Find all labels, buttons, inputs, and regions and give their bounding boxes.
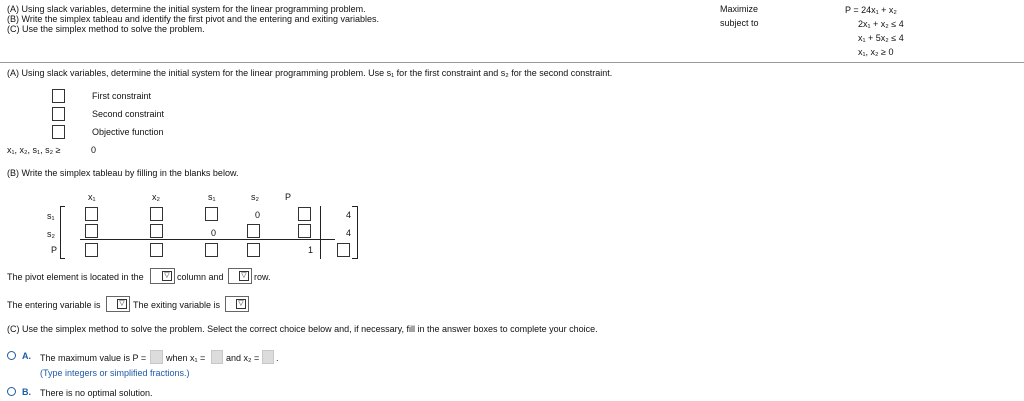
col-header-x1: x₁ [88, 192, 96, 202]
second-constraint-input[interactable] [52, 107, 65, 121]
x2-value-input[interactable] [262, 350, 274, 364]
option-a-text-1: The maximum value is P = [40, 353, 147, 363]
exiting-variable-text: The exiting variable is [133, 300, 221, 310]
constraint-nonneg: x₁, x₂ ≥ 0 [858, 47, 894, 57]
tableau-left-bracket [60, 206, 61, 259]
option-a-hint: (Type integers or simplified fractions.) [40, 368, 190, 378]
tableau-objective-separator [80, 239, 335, 240]
max-value-input[interactable] [150, 350, 163, 364]
instruction-c: (C) Use the simplex method to solve the problem. [7, 24, 205, 34]
tableau-r1-x1-input[interactable] [85, 207, 98, 221]
chevron-down-icon: ▽ [162, 271, 172, 281]
tableau-r2-rhs-value: 4 [346, 228, 352, 238]
tableau-r3-s2-input[interactable] [247, 243, 260, 257]
tableau-r1-rhs-value: 4 [346, 210, 352, 220]
pivot-text-1: The pivot element is located in the [7, 272, 144, 282]
option-b-text: There is no optimal solution. [40, 388, 153, 398]
pivot-text-2: column and [177, 272, 224, 282]
col-header-p: P [285, 192, 292, 202]
subject-to-label: subject to [720, 18, 759, 28]
tableau-r2-p-input[interactable] [298, 224, 311, 238]
pivot-text-3: row. [254, 272, 271, 282]
x1-value-input[interactable] [211, 350, 223, 364]
tableau-r2-x2-input[interactable] [150, 224, 163, 238]
objective-function-input[interactable] [52, 125, 65, 139]
objective-function-label: Objective function [92, 127, 164, 137]
tableau-r2-x1-input[interactable] [85, 224, 98, 238]
second-constraint-label: Second constraint [92, 109, 165, 119]
chevron-down-icon: ▽ [236, 299, 246, 309]
option-b-radio[interactable] [7, 387, 16, 396]
tableau-r1-p-input[interactable] [298, 207, 311, 221]
option-a-radio[interactable] [7, 351, 16, 360]
col-header-s2: s₂ [251, 192, 259, 202]
tableau-r3-p-value: 1 [308, 245, 314, 255]
tableau-r3-s1-input[interactable] [205, 243, 218, 257]
col-header-x2: x₂ [152, 192, 160, 202]
option-a-text-2: when x₁ = [166, 353, 206, 363]
row-label-p: P [51, 245, 58, 255]
first-constraint-label: First constraint [92, 91, 152, 101]
option-b-letter: B. [22, 387, 31, 397]
part-b-prompt: (B) Write the simplex tableau by filling in the blanks below. [7, 168, 239, 178]
divider [0, 62, 1024, 63]
first-constraint-input[interactable] [52, 89, 65, 103]
nonneg-vars: x₁, x₂, s₁, s₂ ≥ [7, 145, 61, 155]
tableau-r1-s1-input[interactable] [205, 207, 218, 221]
objective-function: P = 24x₁ + x₂ [845, 5, 897, 15]
instruction-b: (B) Write the simplex tableau and identify the first pivot and the entering and exiting variables. [7, 14, 380, 24]
instruction-a: (A) Using slack variables, determine the initial system for the linear programming problem. [7, 4, 366, 14]
part-c-prompt: (C) Use the simplex method to solve the problem. Select the correct choice below and, if necessary, fill in the answer boxes to complete your choice. [7, 324, 598, 334]
chevron-down-icon: ▽ [239, 271, 249, 281]
entering-variable-text: The entering variable is [7, 300, 101, 310]
pivot-column-dropdown[interactable] [150, 268, 175, 284]
tableau-r3-rhs-input[interactable] [337, 243, 350, 257]
tableau-r1-s2-value: 0 [255, 210, 261, 220]
row-label-s2: s₂ [47, 229, 55, 239]
exiting-variable-dropdown[interactable] [225, 296, 249, 312]
tableau-rhs-separator [320, 206, 321, 259]
tableau-r3-x2-input[interactable] [150, 243, 163, 257]
entering-variable-dropdown[interactable] [106, 296, 130, 312]
col-header-s1: s₁ [208, 192, 216, 202]
maximize-label: Maximize [720, 4, 759, 14]
nonneg-value: 0 [91, 145, 97, 155]
option-a-text-4: . [276, 353, 279, 363]
tableau-left-bracket-top [60, 206, 65, 207]
option-a-text-3: and x₂ = [226, 353, 260, 363]
tableau-right-bracket-bottom [352, 258, 357, 259]
option-a-letter: A. [22, 351, 31, 361]
row-label-s1: s₁ [47, 211, 55, 221]
constraint-2: x₁ + 5x₂ ≤ 4 [858, 33, 904, 43]
pivot-row-dropdown[interactable] [228, 268, 252, 284]
tableau-right-bracket [357, 206, 358, 259]
tableau-r2-s1-value: 0 [211, 228, 217, 238]
tableau-r1-x2-input[interactable] [150, 207, 163, 221]
tableau-r2-s2-input[interactable] [247, 224, 260, 238]
tableau-right-bracket-top [352, 206, 357, 207]
tableau-r3-x1-input[interactable] [85, 243, 98, 257]
chevron-down-icon: ▽ [117, 299, 127, 309]
constraint-1: 2x₁ + x₂ ≤ 4 [858, 19, 904, 29]
tableau-left-bracket-bottom [60, 258, 65, 259]
part-a-prompt: (A) Using slack variables, determine the initial system for the linear programming problem. Use s₁ for the first constraint and s₂ for the second constraint. [7, 68, 613, 78]
